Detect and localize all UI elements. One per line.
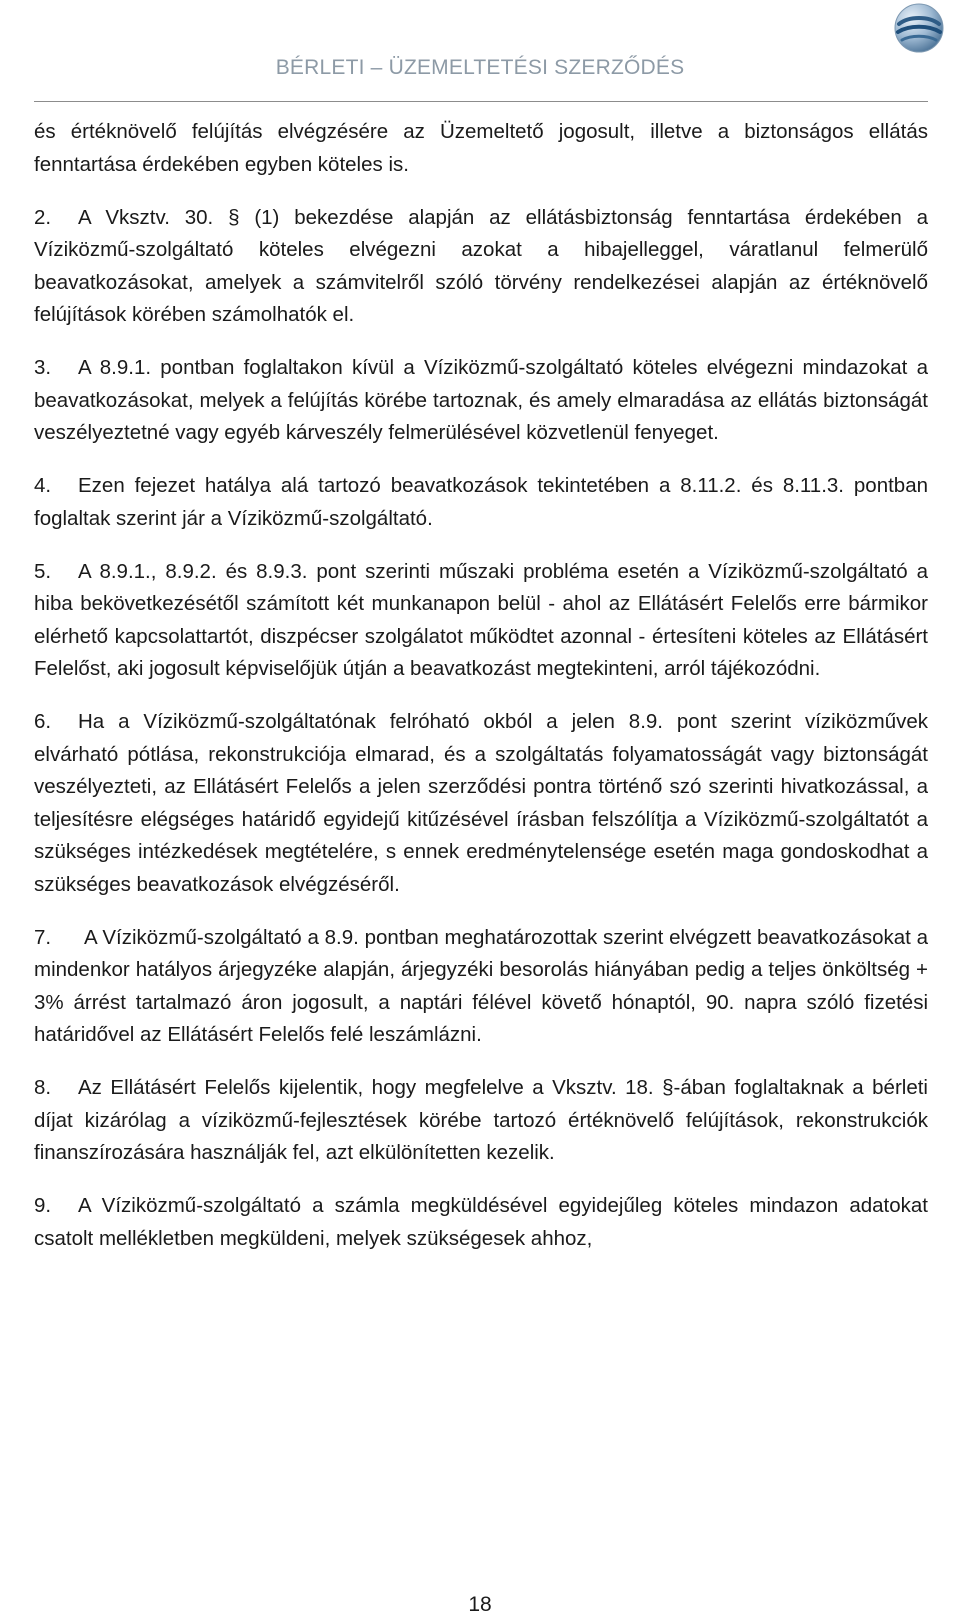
paragraph-continuation: [34, 116, 928, 181]
paragraph-number: 3.: [34, 356, 52, 379]
paragraph-5: [34, 556, 928, 686]
paragraph-number: 5.: [34, 559, 52, 583]
page-number: 18: [468, 1593, 492, 1616]
paragraph-number: 4.: [34, 474, 52, 497]
document-body: [34, 116, 928, 1255]
paragraph-number: 6.: [34, 710, 52, 733]
paragraph-6: [34, 706, 928, 901]
running-header-title: BÉRLETI – ÜZEMELTETÉSI SZERZŐDÉS: [275, 56, 685, 79]
paragraph-4: [34, 470, 928, 535]
paragraph-text: A Vksztv. 30. § (1) bekezdése alapján az ellátásbiztonság fenntartása érdekében a Víziközmű-szolgáltató köteles elvégezni azokat a hibajelleggel, váratlanul felmerülő beavatkozásokat, amelyek a számvitelről szóló törvény rendelkezései alapján az értéknövelő felújítások körében számolhatók el.: [34, 205, 928, 326]
header-divider: [34, 101, 928, 102]
paragraph-2: [34, 202, 928, 332]
paragraph-number: 8.: [34, 1076, 52, 1099]
paragraph-number: 9.: [34, 1194, 52, 1217]
paragraph-text: A 8.9.1., 8.9.2. és 8.9.3. pont szerinti műszaki probléma esetén a Víziközmű-szolgáltató a hiba bekövetkezésétől számított két munkanapon belül - ahol az Ellátásért Felelős erre bármikor elérhető kapcsolattartót, diszpécser szolgálatot működtet azonnal - értesíteni köteles az Ellátásért Felelőst, aki jogosult képviselőjük útján a beavatkozást megtekinteni, arról tájékozódni.: [34, 559, 928, 680]
paragraph-text: Ha a Víziközmű-szolgáltatónak felróható okból a jelen 8.9. pont szerint víziközművek elvárható pótlása, rekonstrukciója elmarad, és a szolgáltatás folyamatosságát vagy biztonságát veszélyezteti, az Ellátásért Felelős a jelen szerződési pontra történő szó szerinti hivatkozással, a teljesítésre elégséges határidő egyidejű kitűzésével írásban felszólítja a Víziközmű-szolgáltatót a szükséges intézkedések megtételére, s ennek eredménytelensége esetén maga gondoskodhat a szükséges beavatkozások elvégzéséről.: [34, 710, 928, 896]
paragraph-text: A Víziközmű-szolgáltató a 8.9. pontban meghatározottak szerint elvégzett beavatkozásokat a mindenkor hatályos árjegyzéke alapján, árjegyzéki besorolás hiányában pedig a teljes önköltség + 3% árrést tartalmazó áron jogosult, a naptári félével követő hónaptól, 90. napra szóló fizetési határidővel az Ellátásért Felelős felé leszámlázni.: [34, 925, 928, 1046]
paragraph-8: [34, 1072, 928, 1170]
paragraph-number: 7.: [34, 925, 52, 949]
paragraph-text: és értéknövelő felújítás elvégzésére az Üzemeltető jogosult, illetve a biztonságos ellátás fenntartása érdekében egyben köteles is.: [34, 120, 928, 176]
globe-logo-icon: [893, 2, 945, 54]
paragraph-text: A 8.9.1. pontban foglaltakon kívül a Víziközmű-szolgáltató köteles elvégezni mindazokat a beavatkozásokat, melyek a felújítás körébe tartoznak, és amely elmaradása az ellátás biztonságát veszélyeztetné vagy egyéb kárveszély felmerülésével közvetlenül fenyeget.: [34, 356, 928, 444]
paragraph-number: 2.: [34, 205, 52, 229]
paragraph-text: Ezen fejezet hatálya alá tartozó beavatkozások tekintetében a 8.11.2. és 8.11.3. pontban foglaltak szerint jár a Víziközmű-szolgáltató.: [34, 474, 928, 530]
paragraph-3: [34, 352, 928, 450]
paragraph-7: [34, 922, 928, 1052]
paragraph-9: [34, 1190, 928, 1255]
paragraph-text: A Víziközmű-szolgáltató a számla megküldésével egyidejűleg köteles mindazon adatokat csatolt mellékletben megküldeni, melyek szükségesek ahhoz,: [34, 1194, 928, 1250]
paragraph-text: Az Ellátásért Felelős kijelentik, hogy megfelelve a Vksztv. 18. §-ában foglaltaknak a bérleti díjat kizárólag a víziközmű-fejlesztések körébe tartozó értéknövelő felújítások, rekonstrukciók finanszírozására használják fel, azt elkülönítetten kezelik.: [34, 1076, 928, 1164]
